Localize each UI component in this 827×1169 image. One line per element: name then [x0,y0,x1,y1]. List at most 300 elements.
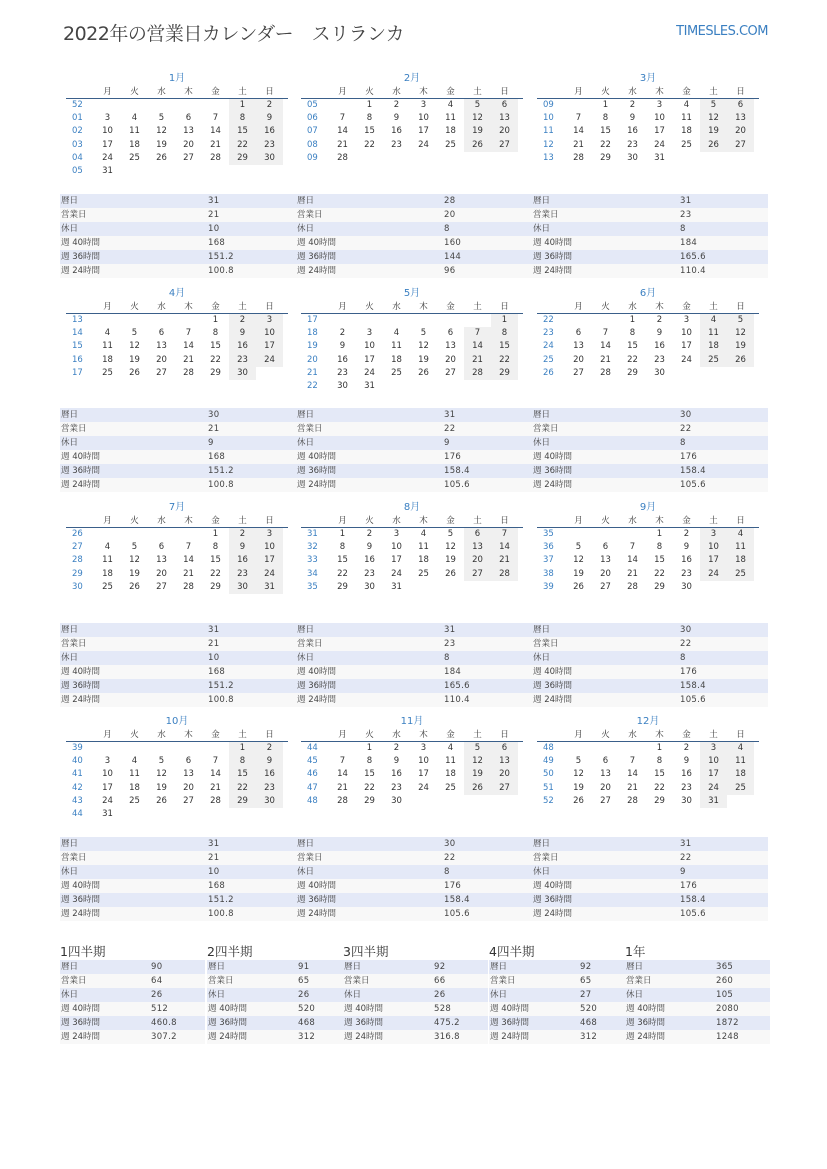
day-cell[interactable]: 29 [600,152,611,163]
day-cell[interactable]: 6 [575,328,582,339]
day-cell[interactable]: 11 [418,542,429,553]
day-cell[interactable]: 25 [129,152,140,163]
day-cell[interactable]: 24 [256,568,283,581]
day-cell[interactable]: 12 [464,755,491,768]
day-cell[interactable]: 18 [445,769,456,780]
day-cell[interactable]: 16 [681,769,692,780]
day-cell[interactable]: 27 [600,795,611,806]
day-cell[interactable]: 11 [129,769,140,780]
day-cell[interactable]: 22 [364,139,375,150]
day-cell[interactable]: 12 [418,341,429,352]
day-cell[interactable]: 8 [366,113,373,124]
day-cell[interactable]: 26 [445,568,456,579]
day-cell[interactable]: 23 [256,782,283,795]
day-cell[interactable]: 5 [131,328,138,339]
day-cell[interactable]: 11 [681,113,692,124]
day-cell[interactable]: 17 [700,768,727,781]
day-cell[interactable]: 23 [391,139,402,150]
day-cell[interactable]: 26 [418,367,429,378]
day-cell[interactable]: 13 [573,341,584,352]
day-cell[interactable]: 8 [212,542,219,553]
day-cell[interactable]: 29 [229,795,256,808]
day-cell[interactable]: 21 [183,354,194,365]
day-cell[interactable]: 7 [212,113,219,124]
day-cell[interactable]: 24 [102,795,113,806]
day-cell[interactable]: 6 [158,542,165,553]
day-cell[interactable]: 6 [491,742,518,755]
day-cell[interactable]: 17 [102,782,113,793]
day-cell[interactable]: 9 [366,542,373,553]
day-cell[interactable]: 3 [656,100,663,110]
day-cell[interactable]: 2 [629,100,636,110]
day-cell[interactable]: 9 [393,756,400,767]
day-cell[interactable]: 3 [393,529,400,539]
day-cell[interactable]: 27 [183,795,194,806]
day-cell[interactable]: 1 [491,314,518,327]
day-cell[interactable]: 13 [445,341,456,352]
day-cell[interactable]: 17 [418,126,429,137]
day-cell[interactable]: 21 [627,568,638,579]
day-cell[interactable]: 23 [364,568,375,579]
day-cell[interactable]: 2 [656,315,663,325]
day-cell[interactable]: 6 [602,542,609,553]
day-cell[interactable]: 31 [102,808,113,819]
day-cell[interactable]: 11 [102,341,113,352]
day-cell[interactable]: 10 [391,542,402,553]
day-cell[interactable]: 19 [700,125,727,138]
day-cell[interactable]: 19 [156,782,167,793]
day-cell[interactable]: 11 [727,755,754,768]
day-cell[interactable]: 30 [229,367,256,380]
day-cell[interactable]: 31 [364,380,375,391]
day-cell[interactable]: 3 [420,743,427,753]
day-cell[interactable]: 28 [210,795,221,806]
day-cell[interactable]: 21 [337,139,348,150]
day-cell[interactable]: 23 [337,367,348,378]
day-cell[interactable]: 1 [656,743,663,753]
day-cell[interactable]: 12 [573,769,584,780]
day-cell[interactable]: 29 [210,367,221,378]
day-cell[interactable]: 12 [445,542,456,553]
day-cell[interactable]: 17 [256,340,283,353]
day-cell[interactable]: 9 [256,755,283,768]
day-cell[interactable]: 28 [627,581,638,592]
day-cell[interactable]: 22 [229,782,256,795]
day-cell[interactable]: 4 [420,529,427,539]
day-cell[interactable]: 17 [418,769,429,780]
day-cell[interactable]: 15 [229,125,256,138]
day-cell[interactable]: 22 [654,782,665,793]
day-cell[interactable]: 26 [464,782,491,795]
day-cell[interactable]: 12 [464,112,491,125]
day-cell[interactable]: 20 [156,354,167,365]
day-cell[interactable]: 28 [600,367,611,378]
day-cell[interactable]: 16 [229,554,256,567]
day-cell[interactable]: 25 [727,568,754,581]
day-cell[interactable]: 13 [183,126,194,137]
day-cell[interactable]: 27 [156,367,167,378]
day-cell[interactable]: 13 [156,341,167,352]
day-cell[interactable]: 18 [418,555,429,566]
day-cell[interactable]: 13 [600,769,611,780]
day-cell[interactable]: 16 [364,555,375,566]
day-cell[interactable]: 16 [627,126,638,137]
day-cell[interactable]: 1 [629,315,636,325]
day-cell[interactable]: 27 [491,782,518,795]
day-cell[interactable]: 23 [256,139,283,152]
day-cell[interactable]: 13 [183,769,194,780]
day-cell[interactable]: 19 [727,340,754,353]
day-cell[interactable]: 18 [102,568,113,579]
day-cell[interactable]: 12 [129,555,140,566]
day-cell[interactable]: 13 [600,555,611,566]
day-cell[interactable]: 14 [464,340,491,353]
day-cell[interactable]: 30 [364,581,375,592]
day-cell[interactable]: 2 [256,99,283,112]
day-cell[interactable]: 4 [727,742,754,755]
day-cell[interactable]: 25 [445,139,456,150]
site-logo[interactable]: TIMESLES.COM [676,24,768,39]
day-cell[interactable]: 8 [629,328,636,339]
day-cell[interactable]: 3 [104,113,111,124]
day-cell[interactable]: 16 [256,125,283,138]
day-cell[interactable]: 19 [573,568,584,579]
day-cell[interactable]: 14 [627,769,638,780]
day-cell[interactable]: 5 [158,113,165,124]
day-cell[interactable]: 20 [156,568,167,579]
day-cell[interactable]: 3 [104,756,111,767]
day-cell[interactable]: 22 [337,568,348,579]
day-cell[interactable]: 6 [464,528,491,541]
day-cell[interactable]: 13 [491,755,518,768]
day-cell[interactable]: 21 [337,782,348,793]
day-cell[interactable]: 10 [102,126,113,137]
day-cell[interactable]: 14 [210,126,221,137]
day-cell[interactable]: 24 [700,568,727,581]
day-cell[interactable]: 8 [656,542,663,553]
day-cell[interactable]: 11 [445,756,456,767]
day-cell[interactable]: 31 [391,581,402,592]
day-cell[interactable]: 18 [727,554,754,567]
day-cell[interactable]: 11 [129,126,140,137]
day-cell[interactable]: 9 [683,756,690,767]
day-cell[interactable]: 1 [212,315,219,325]
day-cell[interactable]: 17 [102,139,113,150]
day-cell[interactable]: 20 [183,782,194,793]
day-cell[interactable]: 3 [683,315,690,325]
day-cell[interactable]: 6 [185,113,192,124]
day-cell[interactable]: 28 [627,795,638,806]
day-cell[interactable]: 29 [364,795,375,806]
day-cell[interactable]: 14 [573,126,584,137]
day-cell[interactable]: 1 [656,529,663,539]
day-cell[interactable]: 28 [337,152,348,163]
day-cell[interactable]: 18 [391,354,402,365]
day-cell[interactable]: 21 [627,782,638,793]
day-cell[interactable]: 14 [210,769,221,780]
day-cell[interactable]: 2 [683,529,690,539]
day-cell[interactable]: 9 [393,113,400,124]
day-cell[interactable]: 3 [256,314,283,327]
day-cell[interactable]: 15 [491,340,518,353]
day-cell[interactable]: 27 [156,581,167,592]
day-cell[interactable]: 25 [727,782,754,795]
day-cell[interactable]: 1 [229,742,256,755]
day-cell[interactable]: 27 [600,581,611,592]
day-cell[interactable]: 21 [183,568,194,579]
day-cell[interactable]: 22 [210,568,221,579]
day-cell[interactable]: 10 [681,328,692,339]
day-cell[interactable]: 19 [418,354,429,365]
day-cell[interactable]: 7 [185,328,192,339]
day-cell[interactable]: 5 [727,314,754,327]
day-cell[interactable]: 19 [445,555,456,566]
day-cell[interactable]: 18 [681,126,692,137]
day-cell[interactable]: 5 [464,742,491,755]
day-cell[interactable]: 15 [229,768,256,781]
day-cell[interactable]: 19 [464,768,491,781]
day-cell[interactable]: 15 [600,126,611,137]
day-cell[interactable]: 30 [229,581,256,594]
day-cell[interactable]: 10 [364,341,375,352]
day-cell[interactable]: 29 [337,581,348,592]
day-cell[interactable]: 20 [491,125,518,138]
day-cell[interactable]: 13 [491,112,518,125]
day-cell[interactable]: 29 [627,367,638,378]
day-cell[interactable]: 14 [337,126,348,137]
day-cell[interactable]: 24 [102,152,113,163]
day-cell[interactable]: 22 [210,354,221,365]
day-cell[interactable]: 8 [366,756,373,767]
day-cell[interactable]: 8 [656,756,663,767]
day-cell[interactable]: 25 [681,139,692,150]
day-cell[interactable]: 10 [418,113,429,124]
day-cell[interactable]: 17 [256,554,283,567]
day-cell[interactable]: 28 [491,568,518,581]
day-cell[interactable]: 8 [212,328,219,339]
day-cell[interactable]: 30 [256,152,283,165]
day-cell[interactable]: 12 [156,126,167,137]
day-cell[interactable]: 11 [102,555,113,566]
day-cell[interactable]: 14 [183,555,194,566]
day-cell[interactable]: 26 [573,795,584,806]
day-cell[interactable]: 20 [183,139,194,150]
day-cell[interactable]: 21 [491,554,518,567]
day-cell[interactable]: 1 [212,529,219,539]
day-cell[interactable]: 28 [183,581,194,592]
day-cell[interactable]: 10 [418,756,429,767]
day-cell[interactable]: 22 [600,139,611,150]
day-cell[interactable]: 2 [366,529,373,539]
day-cell[interactable]: 28 [210,152,221,163]
day-cell[interactable]: 2 [339,328,346,339]
day-cell[interactable]: 25 [700,354,727,367]
day-cell[interactable]: 12 [727,327,754,340]
day-cell[interactable]: 9 [256,112,283,125]
day-cell[interactable]: 16 [654,341,665,352]
day-cell[interactable]: 12 [156,769,167,780]
day-cell[interactable]: 30 [627,152,638,163]
day-cell[interactable]: 24 [700,782,727,795]
day-cell[interactable]: 25 [391,367,402,378]
day-cell[interactable]: 6 [447,328,454,339]
day-cell[interactable]: 4 [727,528,754,541]
day-cell[interactable]: 17 [391,555,402,566]
day-cell[interactable]: 25 [102,581,113,592]
day-cell[interactable]: 15 [210,555,221,566]
day-cell[interactable]: 1 [229,99,256,112]
day-cell[interactable]: 23 [681,568,692,579]
day-cell[interactable]: 5 [575,756,582,767]
day-cell[interactable]: 28 [464,367,491,380]
day-cell[interactable]: 1 [602,100,609,110]
day-cell[interactable]: 20 [445,354,456,365]
day-cell[interactable]: 16 [229,340,256,353]
day-cell[interactable]: 19 [156,139,167,150]
day-cell[interactable]: 3 [700,742,727,755]
day-cell[interactable]: 3 [700,528,727,541]
day-cell[interactable]: 2 [393,100,400,110]
day-cell[interactable]: 11 [727,541,754,554]
day-cell[interactable]: 7 [185,542,192,553]
day-cell[interactable]: 24 [256,354,283,367]
day-cell[interactable]: 22 [491,354,518,367]
day-cell[interactable]: 24 [364,367,375,378]
day-cell[interactable]: 23 [391,782,402,793]
day-cell[interactable]: 20 [600,568,611,579]
day-cell[interactable]: 28 [337,795,348,806]
day-cell[interactable]: 30 [681,581,692,592]
day-cell[interactable]: 11 [700,327,727,340]
day-cell[interactable]: 8 [602,113,609,124]
day-cell[interactable]: 1 [366,743,373,753]
day-cell[interactable]: 1 [366,100,373,110]
day-cell[interactable]: 15 [210,341,221,352]
day-cell[interactable]: 10 [700,755,727,768]
day-cell[interactable]: 22 [654,568,665,579]
day-cell[interactable]: 4 [131,756,138,767]
day-cell[interactable]: 27 [491,139,518,152]
day-cell[interactable]: 2 [229,314,256,327]
day-cell[interactable]: 31 [700,795,727,808]
day-cell[interactable]: 7 [339,756,346,767]
day-cell[interactable]: 15 [627,341,638,352]
day-cell[interactable]: 3 [420,100,427,110]
day-cell[interactable]: 18 [727,768,754,781]
day-cell[interactable]: 8 [491,327,518,340]
day-cell[interactable]: 7 [602,328,609,339]
day-cell[interactable]: 15 [654,769,665,780]
day-cell[interactable]: 5 [420,328,427,339]
day-cell[interactable]: 6 [491,99,518,112]
day-cell[interactable]: 5 [700,99,727,112]
day-cell[interactable]: 19 [129,354,140,365]
day-cell[interactable]: 14 [337,769,348,780]
day-cell[interactable]: 4 [447,743,454,753]
day-cell[interactable]: 18 [700,340,727,353]
day-cell[interactable]: 20 [727,125,754,138]
day-cell[interactable]: 17 [364,354,375,365]
day-cell[interactable]: 24 [418,782,429,793]
day-cell[interactable]: 6 [185,756,192,767]
day-cell[interactable]: 10 [256,327,283,340]
day-cell[interactable]: 24 [418,139,429,150]
day-cell[interactable]: 27 [183,152,194,163]
day-cell[interactable]: 7 [212,756,219,767]
day-cell[interactable]: 4 [104,328,111,339]
day-cell[interactable]: 27 [464,568,491,581]
day-cell[interactable]: 29 [654,581,665,592]
day-cell[interactable]: 18 [129,139,140,150]
day-cell[interactable]: 14 [600,341,611,352]
day-cell[interactable]: 29 [654,795,665,806]
day-cell[interactable]: 18 [445,126,456,137]
day-cell[interactable]: 4 [131,113,138,124]
day-cell[interactable]: 7 [575,113,582,124]
day-cell[interactable]: 31 [256,581,283,594]
day-cell[interactable]: 13 [727,112,754,125]
day-cell[interactable]: 10 [102,769,113,780]
day-cell[interactable]: 21 [210,139,221,150]
day-cell[interactable]: 9 [229,327,256,340]
day-cell[interactable]: 5 [131,542,138,553]
day-cell[interactable]: 23 [681,782,692,793]
day-cell[interactable]: 24 [681,354,692,365]
day-cell[interactable]: 6 [727,99,754,112]
day-cell[interactable]: 9 [683,542,690,553]
day-cell[interactable]: 22 [229,139,256,152]
day-cell[interactable]: 25 [102,367,113,378]
day-cell[interactable]: 12 [573,555,584,566]
day-cell[interactable]: 28 [573,152,584,163]
day-cell[interactable]: 21 [464,354,491,367]
day-cell[interactable]: 8 [339,542,346,553]
day-cell[interactable]: 26 [156,795,167,806]
day-cell[interactable]: 9 [629,113,636,124]
day-cell[interactable]: 8 [229,112,256,125]
day-cell[interactable]: 9 [229,541,256,554]
day-cell[interactable]: 19 [464,125,491,138]
day-cell[interactable]: 3 [256,528,283,541]
day-cell[interactable]: 20 [573,354,584,365]
day-cell[interactable]: 4 [700,314,727,327]
day-cell[interactable]: 17 [681,341,692,352]
day-cell[interactable]: 30 [391,795,402,806]
day-cell[interactable]: 8 [229,755,256,768]
day-cell[interactable]: 20 [464,554,491,567]
day-cell[interactable]: 4 [104,542,111,553]
day-cell[interactable]: 18 [102,354,113,365]
day-cell[interactable]: 10 [700,541,727,554]
day-cell[interactable]: 2 [683,743,690,753]
day-cell[interactable]: 15 [364,126,375,137]
day-cell[interactable]: 5 [447,529,454,539]
day-cell[interactable]: 16 [391,126,402,137]
day-cell[interactable]: 29 [229,152,256,165]
day-cell[interactable]: 16 [681,555,692,566]
day-cell[interactable]: 7 [629,756,636,767]
day-cell[interactable]: 5 [575,542,582,553]
day-cell[interactable]: 7 [464,327,491,340]
day-cell[interactable]: 26 [464,139,491,152]
day-cell[interactable]: 21 [573,139,584,150]
day-cell[interactable]: 29 [491,367,518,380]
day-cell[interactable]: 24 [654,139,665,150]
day-cell[interactable]: 25 [418,568,429,579]
day-cell[interactable]: 16 [256,768,283,781]
day-cell[interactable]: 16 [337,354,348,365]
day-cell[interactable]: 27 [573,367,584,378]
